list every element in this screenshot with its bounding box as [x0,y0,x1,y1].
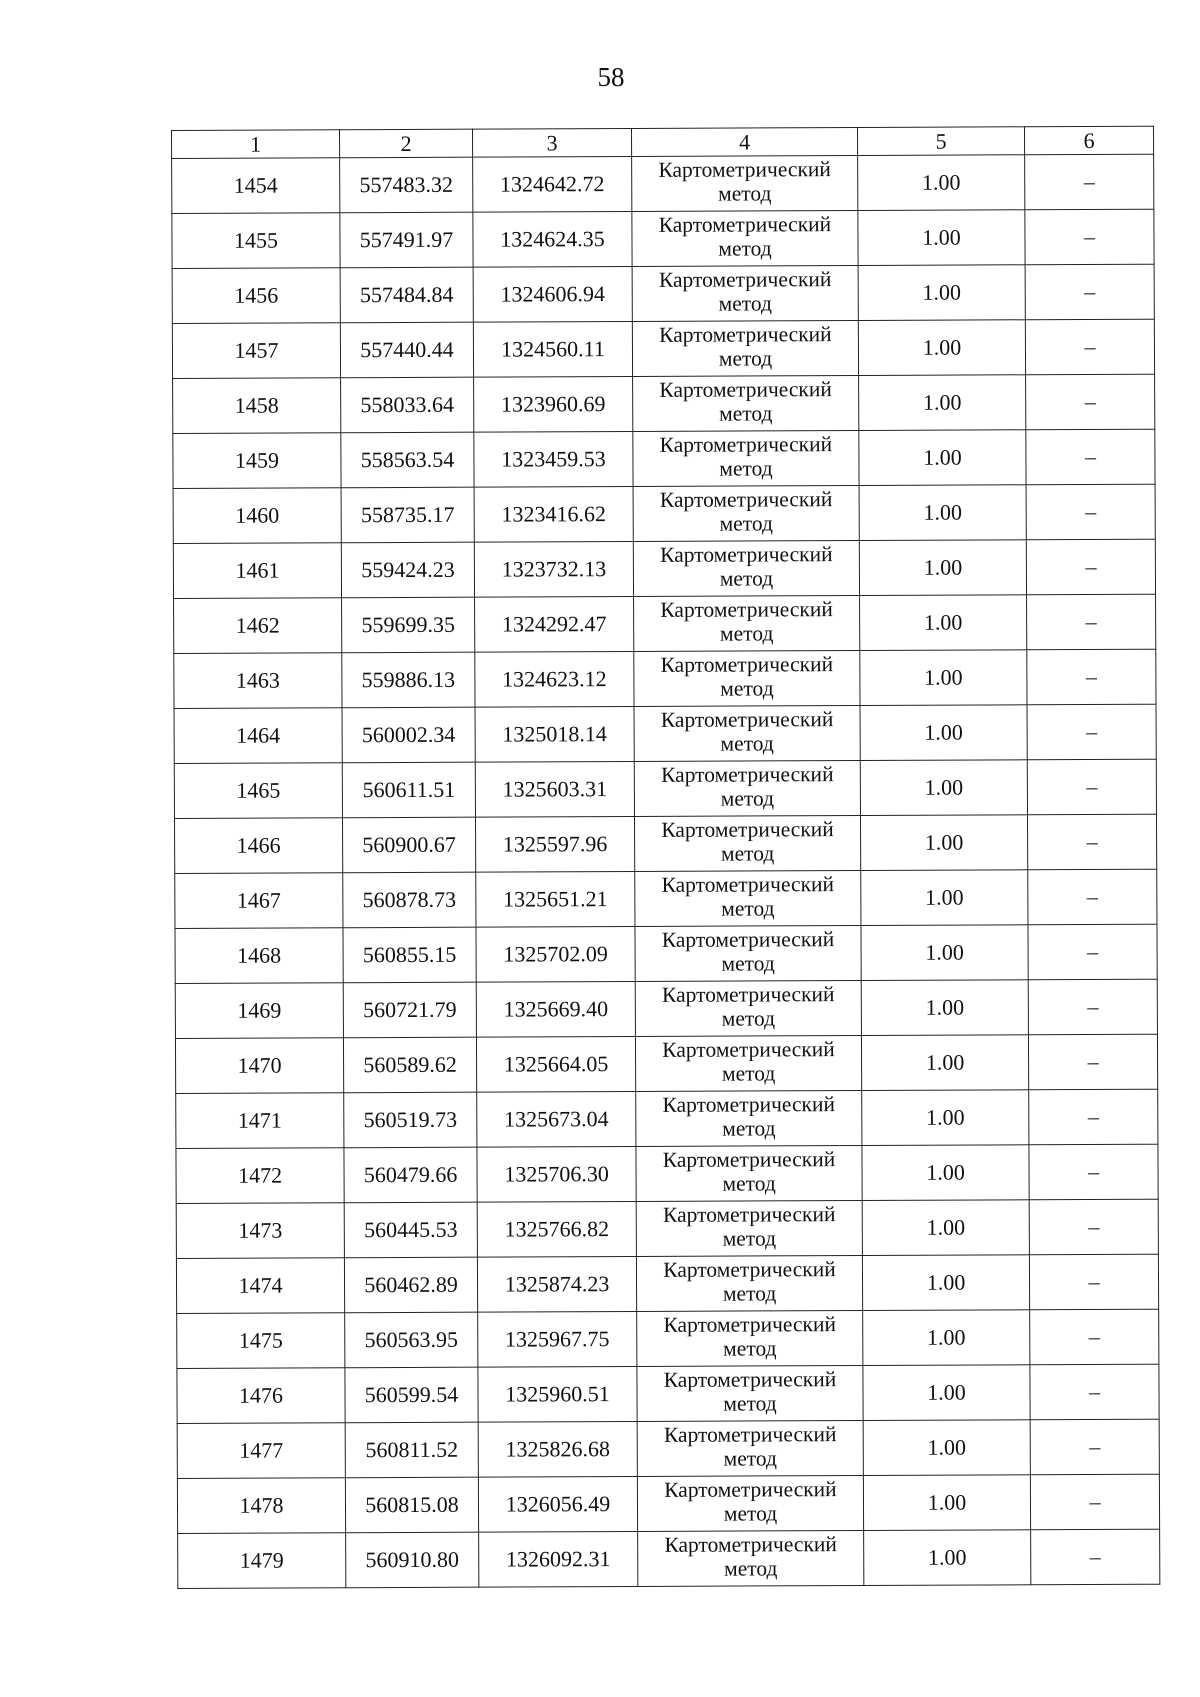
point-number-cell: 1457 [172,323,340,379]
method-line-2: метод [718,236,772,261]
table-row [173,429,1155,488]
method-line-2: метод [719,456,773,481]
accuracy-cell: 1.00 [863,1365,1030,1421]
point-number-cell: 1474 [176,1258,344,1314]
note-cell: – [1030,1309,1159,1365]
y-coordinate-cell: 1324623.12 [475,651,634,707]
y-coordinate-cell: 1325597.96 [476,816,635,872]
x-coordinate-cell: 560563.95 [345,1312,478,1368]
method-line-2: метод [721,951,775,976]
point-number-cell: 1472 [176,1148,344,1204]
x-coordinate-cell: 558735.17 [341,487,474,543]
y-coordinate-cell: 1325706.30 [477,1146,636,1202]
x-coordinate-cell: 559886.13 [342,652,475,708]
x-coordinate-cell: 557491.97 [340,212,473,268]
method-cell [635,980,861,1036]
method-cell [634,760,860,816]
point-number-cell: 1462 [174,598,342,654]
header-col-3: 3 [472,128,631,157]
y-coordinate-cell: 1324606.94 [473,266,632,322]
y-coordinate-cell: 1325960.51 [478,1366,637,1422]
point-number-cell: 1456 [172,268,340,324]
method-line-1: Картометрический [659,487,833,512]
accuracy-cell: 1.00 [858,265,1025,321]
method-line-1: Картометрический [661,872,835,897]
x-coordinate-cell: 559424.23 [341,542,474,598]
y-coordinate-cell: 1325018.14 [475,706,634,762]
method-cell [637,1475,863,1531]
point-number-cell: 1459 [173,433,341,489]
header-col-5: 5 [857,127,1024,156]
point-number-cell: 1454 [172,158,340,214]
note-cell: – [1028,1034,1157,1090]
accuracy-cell: 1.00 [862,1145,1029,1201]
y-coordinate-cell: 1323732.13 [474,541,633,597]
accuracy-cell: 1.00 [858,320,1025,376]
method-line-1: Картометрический [661,762,834,787]
point-number-cell: 1471 [176,1093,344,1149]
table-row [176,1089,1158,1148]
method-cell [632,321,858,377]
note-cell: – [1026,429,1155,485]
method-line-1: Картометрический [662,1202,836,1227]
table-row [176,1199,1158,1258]
accuracy-cell: 1.00 [861,925,1028,981]
accuracy-cell: 1.00 [860,815,1027,871]
x-coordinate-cell: 557484.84 [340,267,473,323]
y-coordinate-cell: 1324642.72 [473,156,632,212]
method-line-1: Картометрический [663,1422,837,1447]
x-coordinate-cell: 560445.53 [344,1202,477,1258]
note-cell: – [1026,484,1155,540]
method-line-2: метод [718,181,772,206]
x-coordinate-cell: 560479.66 [344,1147,477,1203]
y-coordinate-cell: 1325603.31 [475,761,634,817]
method-cell [636,1255,862,1311]
method-cell [636,1200,862,1256]
x-coordinate-cell: 560900.67 [343,817,476,873]
accuracy-cell: 1.00 [864,1530,1031,1586]
table-row [172,319,1154,378]
x-coordinate-cell: 560611.51 [342,762,475,818]
y-coordinate-cell: 1324624.35 [473,211,632,267]
point-number-cell: 1458 [173,378,341,434]
method-line-1: Картометрический [662,1092,836,1117]
table-row [174,759,1156,818]
accuracy-cell: 1.00 [859,485,1026,541]
header-row [172,126,1154,158]
accuracy-cell: 1.00 [858,210,1025,266]
table-row [177,1474,1159,1533]
accuracy-cell: 1.00 [861,980,1028,1036]
method-line-1: Картометрический [658,267,832,292]
x-coordinate-cell: 557483.32 [340,157,473,213]
y-coordinate-cell: 1323960.69 [474,376,633,432]
accuracy-cell: 1.00 [863,1475,1030,1531]
note-cell: – [1026,374,1155,430]
x-coordinate-cell: 560519.73 [344,1092,477,1148]
method-line-2: метод [723,1336,777,1361]
y-coordinate-cell: 1325874.23 [477,1256,636,1312]
method-line-2: метод [723,1446,778,1471]
point-number-cell: 1469 [175,983,343,1039]
accuracy-cell: 1.00 [863,1420,1030,1476]
method-cell [633,541,859,597]
table-row [175,1034,1157,1093]
accuracy-cell: 1.00 [859,375,1026,431]
table-row [174,649,1156,708]
table-row [177,1309,1159,1368]
method-line-1: Картометрический [663,1367,837,1392]
point-number-cell: 1466 [175,818,343,874]
y-coordinate-cell: 1325664.05 [476,1036,635,1092]
note-cell: – [1029,1144,1158,1200]
point-number-cell: 1473 [176,1203,344,1259]
method-line-2: метод [722,1116,776,1141]
method-line-1: Картометрический [659,377,832,402]
x-coordinate-cell: 560589.62 [343,1037,476,1093]
y-coordinate-cell: 1325669.40 [476,981,635,1037]
accuracy-cell: 1.00 [860,760,1027,816]
method-line-2: метод [722,1226,777,1251]
point-number-cell: 1475 [177,1313,345,1369]
point-number-cell: 1479 [178,1533,346,1589]
table-row [174,594,1156,653]
y-coordinate-cell: 1324560.11 [473,321,632,377]
method-line-1: Картометрический [664,1532,837,1557]
method-line-1: Картометрический [658,157,831,182]
method-line-1: Картометрический [664,1477,837,1502]
x-coordinate-cell: 560855.15 [343,927,476,983]
x-coordinate-cell: 560462.89 [344,1257,477,1313]
accuracy-cell: 1.00 [858,155,1025,211]
point-number-cell: 1465 [174,763,342,819]
method-line-1: Картометрический [663,1257,836,1282]
y-coordinate-cell: 1326056.49 [478,1476,637,1532]
method-line-2: метод [719,621,774,646]
accuracy-cell: 1.00 [859,430,1026,486]
table-row [172,209,1154,268]
method-cell [633,431,859,487]
note-cell: – [1025,319,1154,375]
point-number-cell: 1467 [175,873,343,929]
header-col-4: 4 [631,128,857,157]
header-col-6: 6 [1024,126,1153,155]
method-cell [633,486,859,542]
method-line-1: Картометрический [662,1037,835,1062]
point-number-cell: 1464 [174,708,342,764]
note-cell: – [1025,209,1154,265]
accuracy-cell: 1.00 [862,1200,1029,1256]
header-col-1: 1 [172,130,340,159]
note-cell: – [1029,1089,1158,1145]
note-cell: – [1025,154,1154,210]
accuracy-cell: 1.00 [861,870,1028,926]
x-coordinate-cell: 558033.64 [341,377,474,433]
accuracy-cell: 1.00 [862,1090,1029,1146]
table-row [174,704,1156,763]
y-coordinate-cell: 1325702.09 [476,926,635,982]
accuracy-cell: 1.00 [859,540,1026,596]
method-line-2: метод [719,401,773,426]
method-line-2: метод [723,1391,777,1416]
x-coordinate-cell: 557440.44 [340,322,473,378]
y-coordinate-cell: 1323459.53 [474,431,633,487]
note-cell: – [1025,264,1154,320]
method-cell [635,870,861,926]
method-cell [637,1365,863,1421]
y-coordinate-cell: 1325967.75 [478,1311,637,1367]
method-cell [633,376,859,432]
table-body [172,154,1160,1588]
x-coordinate-cell: 560599.54 [345,1367,478,1423]
x-coordinate-cell: 560002.34 [342,707,475,763]
x-coordinate-cell: 560721.79 [343,982,476,1038]
table-row [175,979,1157,1038]
x-coordinate-cell: 560811.52 [345,1422,478,1478]
method-line-2: метод [721,896,775,921]
note-cell: – [1028,869,1157,925]
y-coordinate-cell: 1325826.68 [478,1421,637,1477]
note-cell: – [1029,1199,1158,1255]
method-line-1: Картометрический [660,652,834,677]
method-cell [634,705,860,761]
method-line-1: Картометрический [660,707,834,732]
note-cell: – [1029,1254,1158,1310]
x-coordinate-cell: 560910.80 [346,1532,479,1588]
point-number-cell: 1461 [173,543,341,599]
method-cell [634,815,860,871]
accuracy-cell: 1.00 [860,650,1027,706]
method-line-1: Картометрический [662,1147,836,1172]
method-line-2: метод [718,291,772,316]
note-cell: – [1028,924,1157,980]
note-cell: – [1031,1529,1160,1585]
note-cell: – [1027,594,1156,650]
table-row [176,1144,1158,1203]
x-coordinate-cell: 559699.35 [342,597,475,653]
note-cell: – [1030,1419,1159,1475]
note-cell: – [1030,1474,1159,1530]
y-coordinate-cell: 1324292.47 [475,596,634,652]
page-number: 58 [597,62,625,92]
y-coordinate-cell: 1325673.04 [477,1091,636,1147]
point-number-cell: 1468 [175,928,343,984]
method-cell [634,650,860,706]
table-row [173,484,1155,543]
method-line-2: метод [722,1281,777,1306]
note-cell: – [1027,649,1156,705]
method-cell [635,925,861,981]
method-line-2: метод [721,1061,776,1086]
method-cell [632,266,858,322]
header-col-2: 2 [340,129,473,158]
note-cell: – [1030,1364,1159,1420]
table-row [172,264,1154,323]
accuracy-cell: 1.00 [860,705,1027,761]
accuracy-cell: 1.00 [860,595,1027,651]
method-cell [634,596,860,652]
note-cell: – [1027,759,1156,815]
table-header [172,126,1154,158]
method-line-2: метод [719,566,774,591]
point-number-cell: 1478 [177,1478,345,1534]
table-row [173,374,1155,433]
table-row [177,1364,1159,1423]
y-coordinate-cell: 1323416.62 [474,486,633,542]
point-number-cell: 1460 [173,488,341,544]
method-cell [637,1420,863,1476]
y-coordinate-cell: 1325651.21 [476,871,635,927]
table-row [175,869,1157,928]
point-number-cell: 1477 [177,1423,345,1479]
accuracy-cell: 1.00 [861,1035,1028,1091]
x-coordinate-cell: 560878.73 [343,872,476,928]
method-line-1: Картометрический [661,982,835,1007]
method-line-1: Картометрический [659,322,832,347]
table-row [177,1419,1159,1478]
method-line-2: метод [720,786,775,811]
method-line-1: Картометрический [661,927,835,952]
note-cell: – [1027,704,1156,760]
method-cell [636,1145,862,1201]
method-line-2: метод [718,346,773,371]
method-cell [638,1530,864,1586]
method-cell [632,156,858,212]
method-line-2: метод [721,1006,776,1031]
y-coordinate-cell: 1326092.31 [479,1531,638,1587]
point-number-cell: 1455 [172,213,340,269]
point-number-cell: 1470 [175,1038,343,1094]
method-line-2: метод [723,1501,778,1526]
method-line-1: Картометрический [658,212,832,237]
x-coordinate-cell: 560815.08 [345,1477,478,1533]
method-cell [635,1035,861,1091]
accuracy-cell: 1.00 [863,1310,1030,1366]
x-coordinate-cell: 558563.54 [341,432,474,488]
table-row [173,539,1155,598]
method-line-1: Картометрический [661,817,834,842]
point-number-cell: 1476 [177,1368,345,1424]
method-line-1: Картометрический [659,432,833,457]
table-row [172,154,1154,213]
method-line-1: Картометрический [660,597,833,622]
table-row [178,1529,1160,1588]
method-line-2: метод [722,1171,776,1196]
method-line-2: метод [724,1556,778,1581]
method-line-2: метод [719,511,773,536]
method-cell [636,1090,862,1146]
method-line-1: Картометрический [663,1312,837,1337]
method-line-1: Картометрический [660,542,833,567]
coordinates-table [171,126,1160,1589]
table-row [175,814,1157,873]
table-row [175,924,1157,983]
table-row [176,1254,1158,1313]
y-coordinate-cell: 1325766.82 [477,1201,636,1257]
note-cell: – [1026,539,1155,595]
method-line-2: метод [720,731,774,756]
method-line-2: метод [720,841,775,866]
point-number-cell: 1463 [174,653,342,709]
method-cell [632,211,858,267]
note-cell: – [1027,814,1156,870]
method-line-2: метод [720,676,774,701]
method-cell [637,1310,863,1366]
accuracy-cell: 1.00 [862,1255,1029,1311]
note-cell: – [1028,979,1157,1035]
